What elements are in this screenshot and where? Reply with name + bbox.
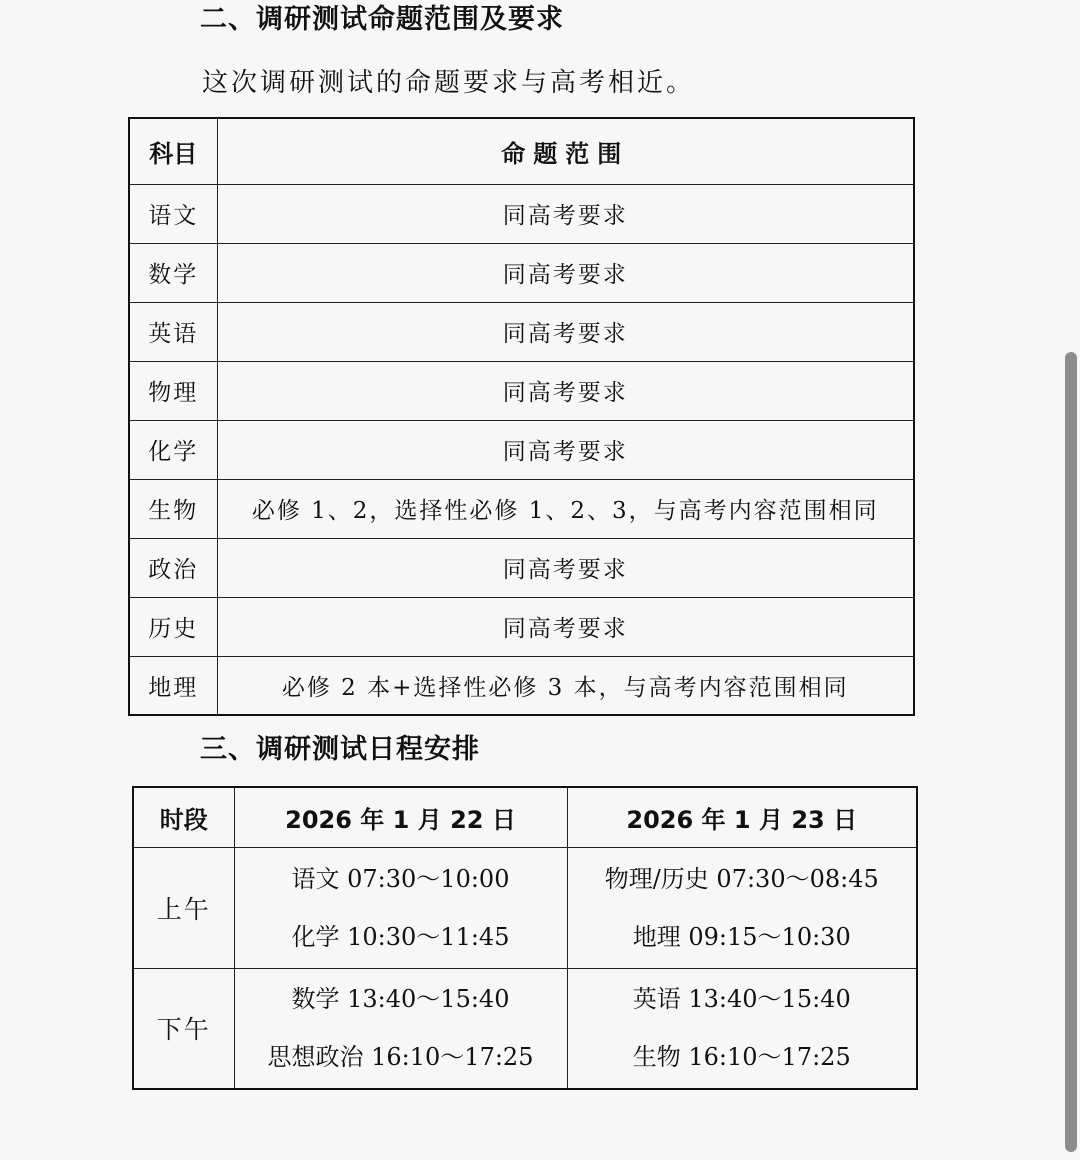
day2-slots-cell — [567, 968, 917, 1089]
scope-cell: 同高考要求 — [217, 361, 914, 420]
subject-cell: 地理 — [129, 656, 217, 715]
subject-column-header: 科目 — [129, 118, 217, 184]
exam-schedule-table — [132, 786, 918, 1090]
day2-column-header: 2026 年 1 月 23 日 — [567, 787, 917, 847]
scrollbar-thumb[interactable] — [1065, 352, 1077, 1152]
day1-slots-cell — [234, 847, 567, 968]
period-column-header: 时段 — [133, 787, 234, 847]
table-header-row — [133, 787, 917, 847]
exam-slot: 生物 16:10～17:25 — [632, 1043, 851, 1072]
exam-slot: 地理 09:15～10:30 — [632, 922, 851, 951]
exam-slot: 物理/历史 07:30～08:45 — [604, 864, 879, 893]
day2-slots-cell — [567, 847, 917, 968]
subject-cell: 数学 — [129, 243, 217, 302]
scope-cell: 同高考要求 — [217, 597, 914, 656]
subject-cell: 化学 — [129, 420, 217, 479]
section-2-heading: 二、调研测试命题范围及要求 — [200, 4, 564, 35]
scope-cell: 必修 2 本+选择性必修 3 本，与高考内容范围相同 — [217, 656, 914, 715]
table-row — [129, 361, 914, 420]
scope-cell: 同高考要求 — [217, 184, 914, 243]
scope-cell: 同高考要求 — [217, 420, 914, 479]
table-row — [129, 538, 914, 597]
table-row — [129, 302, 914, 361]
table-row — [129, 479, 914, 538]
day1-slots-cell — [234, 968, 567, 1089]
scope-cell: 必修 1、2，选择性必修 1、2、3，与高考内容范围相同 — [217, 479, 914, 538]
scope-cell: 同高考要求 — [217, 538, 914, 597]
exam-slot: 数学 13:40～15:40 — [291, 985, 510, 1014]
scope-cell: 同高考要求 — [217, 302, 914, 361]
subject-cell: 语文 — [129, 184, 217, 243]
scope-cell: 同高考要求 — [217, 243, 914, 302]
day1-column-header: 2026 年 1 月 22 日 — [234, 787, 567, 847]
exam-slot: 思想政治 16:10～17:25 — [267, 1043, 534, 1072]
exam-slot: 英语 13:40～15:40 — [632, 985, 851, 1014]
subject-cell: 生物 — [129, 479, 217, 538]
subject-cell: 英语 — [129, 302, 217, 361]
table-row — [133, 847, 917, 968]
section-2-intro: 这次调研测试的命题要求与高考相近。 — [202, 68, 696, 98]
table-row — [133, 968, 917, 1089]
period-cell: 下午 — [133, 968, 234, 1089]
section-3-heading: 三、调研测试日程安排 — [200, 734, 480, 765]
table-header-row — [129, 118, 914, 184]
subject-cell: 政治 — [129, 538, 217, 597]
exam-slot: 语文 07:30～10:00 — [291, 864, 510, 893]
scope-column-header: 命题范围 — [217, 118, 914, 184]
table-row — [129, 243, 914, 302]
subject-cell: 物理 — [129, 361, 217, 420]
exam-scope-table — [128, 117, 915, 716]
exam-slot: 化学 10:30～11:45 — [291, 922, 510, 951]
period-cell: 上午 — [133, 847, 234, 968]
table-row — [129, 597, 914, 656]
table-row — [129, 656, 914, 715]
table-row — [129, 420, 914, 479]
subject-cell: 历史 — [129, 597, 217, 656]
table-row — [129, 184, 914, 243]
